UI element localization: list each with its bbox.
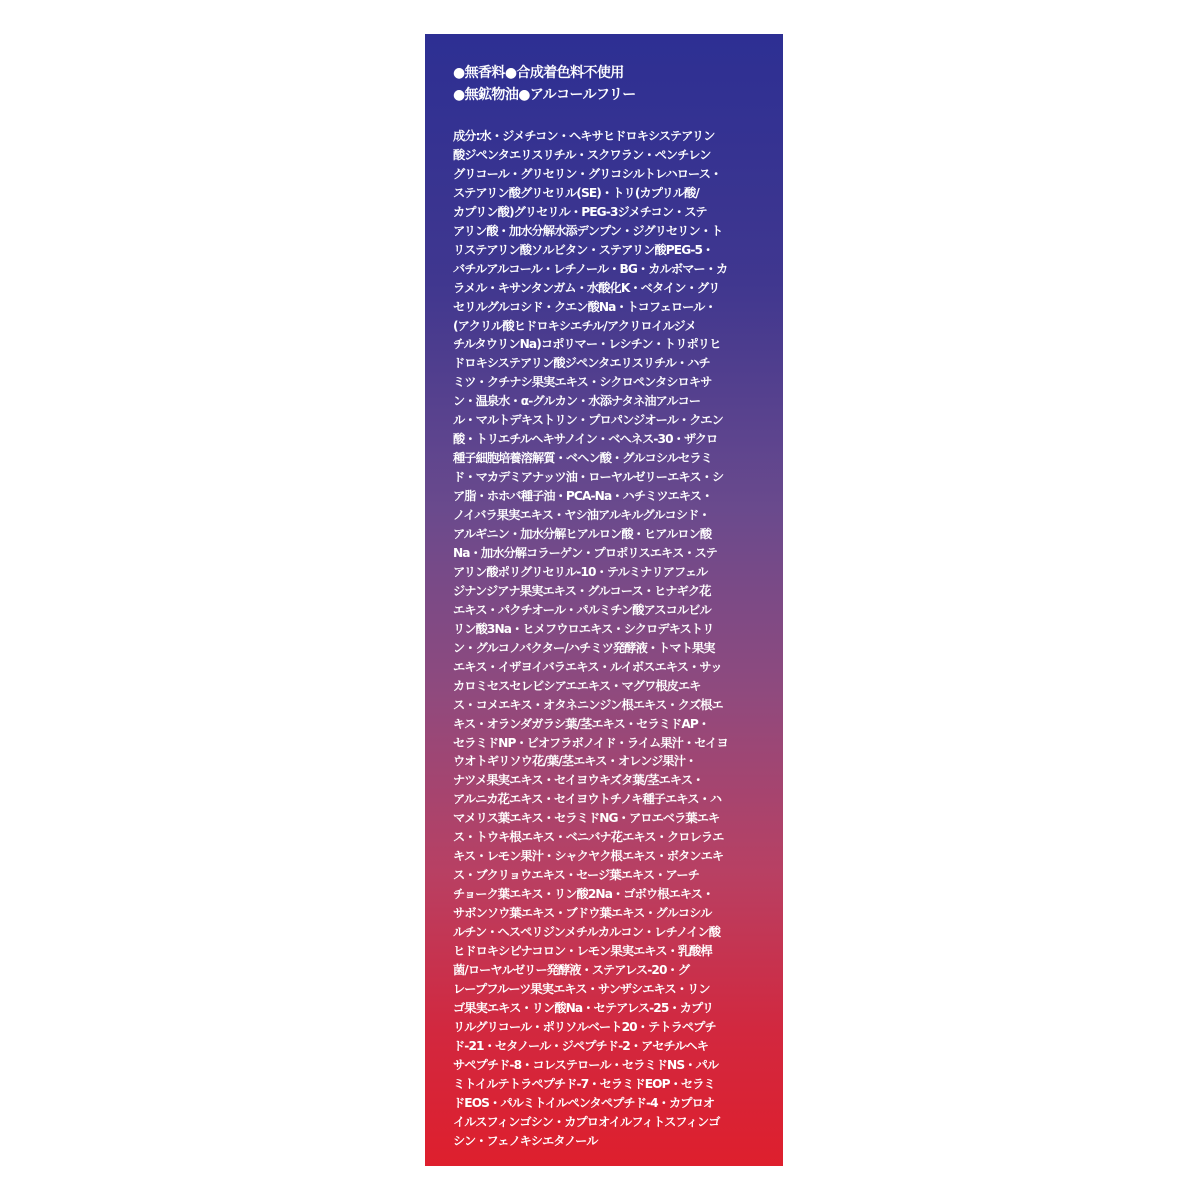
ingredients-line: リステアリン酸ソルビタン・ステアリン酸PEG-5・ xyxy=(453,242,714,257)
ingredients-line: (アクリル酸ヒドロキシエチル/アクリロイルジメ xyxy=(453,318,696,333)
ingredients-line: サボンソウ葉エキス・ブドウ葉エキス・グルコシル xyxy=(453,906,712,921)
features-block xyxy=(453,62,761,106)
ingredients-line: チョーク葉エキス・リン酸2Na・ゴボウ根エキス・ xyxy=(453,887,714,902)
ingredients-line: ヒドロキシピナコロン・レモン果実エキス・乳酸桿 xyxy=(453,943,712,958)
ingredients-line: バチルアルコール・レチノール・BG・カルボマー・カ xyxy=(453,261,728,276)
ingredients-line: マメリス葉エキス・セラミドNG・アロエベラ葉エキ xyxy=(453,811,720,826)
ingredients-line: ナツメ果実エキス・セイヨウキズタ葉/茎エキス・ xyxy=(453,773,704,788)
ingredients-list xyxy=(453,127,761,1150)
ingredients-line: Na・加水分解コラーゲン・プロポリスエキス・ステ xyxy=(453,545,717,560)
ingredients-line: レープフルーツ果実エキス・サンザシエキス・リン xyxy=(453,981,710,996)
ingredients-line: ン・温泉水・α-グルカン・水添ナタネ油アルコー xyxy=(453,394,701,409)
ingredients-line: 種子細胞培養溶解質・ベヘン酸・グルコシルセラミ xyxy=(453,451,712,466)
ingredients-line: ラメル・キサンタンガム・水酸化K・ベタイン・グリ xyxy=(453,280,720,295)
ingredients-line: エキス・イザヨイバラエキス・ルイボスエキス・サッ xyxy=(453,659,722,674)
ingredients-line: アリン酸ポリグリセリル-10・テルミナリアフェル xyxy=(453,564,708,579)
ingredients-line: 菌/ローヤルゼリー発酵液・ステアレス-20・グ xyxy=(453,962,690,977)
ingredients-line: 成分:水・ジメチコン・ヘキサヒドロキシステアリン xyxy=(453,129,715,143)
ingredients-line: ミツ・クチナシ果実エキス・シクロペンタシロキサ xyxy=(453,375,712,390)
ingredients-line: ドEOS・パルミトイルペンタペプチド-4・カプロオ xyxy=(453,1095,715,1110)
ingredients-line: ウオトギリソウ花/葉/茎エキス・オレンジ果汁・ xyxy=(453,754,697,769)
ingredients-line: ノイバラ果実エキス・ヤシ油アルキルグルコシド・ xyxy=(453,508,710,523)
ingredients-line: ス・ブクリョウエキス・セージ葉エキス・アーチ xyxy=(453,868,700,883)
ingredients-line: リン酸3Na・ヒメフウロエキス・シクロデキストリ xyxy=(453,621,714,636)
ingredients-line: 酸ジペンタエリスリチル・スクワラン・ペンチレン xyxy=(453,147,711,162)
ingredients-line: リルグリコール・ポリソルベート20・テトラペプチ xyxy=(453,1019,716,1034)
ingredients-line: セリルグルコシド・クエン酸Na・トコフェロール・ xyxy=(453,299,716,314)
ingredients-line: ン・グルコノバクター/ハチミツ発酵液・トマト果実 xyxy=(453,640,715,655)
ingredients-line: ゴ果実エキス・リン酸Na・セテアレス-25・カプリ xyxy=(453,1000,714,1015)
package-side-panel xyxy=(425,34,783,1166)
ingredients-line: シン・フェノキシエタノール xyxy=(453,1133,598,1148)
ingredients-line: エキス・パクチオール・パルミチン酸アスコルビル xyxy=(453,602,711,617)
feature-line: ●無鉱物油●アルコールフリー xyxy=(453,87,636,103)
ingredients-line: グリコール・グリセリン・グリコシルトレハロース・ xyxy=(453,166,722,181)
ingredients-line: 酸・トリエチルヘキサノイン・ベヘネス-30・ザクロ xyxy=(453,432,718,447)
ingredients-line: ミトイルテトラペプチド-7・セラミドEOP・セラミ xyxy=(453,1076,715,1091)
ingredients-line: ド-21・セタノール・ジペプチド-2・アセチルヘキ xyxy=(453,1038,709,1053)
ingredients-line: セラミドNP・ビオフラボノイド・ライム果汁・セイヨ xyxy=(453,735,728,750)
ingredients-line: ア脂・ホホバ種子油・PCA-Na・ハチミツエキス・ xyxy=(453,489,713,504)
ingredients-line: ステアリン酸グリセリル(SE)・トリ(カプリル酸/ xyxy=(453,185,699,200)
ingredients-line: イルスフィンゴシン・カプロオイルフィトスフィンゴ xyxy=(453,1114,720,1129)
ingredients-line: アルニカ花エキス・セイヨウトチノキ種子エキス・ハ xyxy=(453,792,722,807)
ingredients-line: ス・コメエキス・オタネニンジン根エキス・クズ根エ xyxy=(453,697,723,712)
ingredients-line: ス・トウキ根エキス・ベニバナ花エキス・クロレラエ xyxy=(453,830,724,845)
ingredients-line: ドロキシステアリン酸ジペンタエリスリチル・ハチ xyxy=(453,356,710,371)
ingredients-line: カプリン酸)グリセリル・PEG-3ジメチコン・ステ xyxy=(453,204,707,219)
ingredients-line: ド・マカデミアナッツ油・ローヤルゼリーエキス・シ xyxy=(453,470,724,485)
ingredients-line: アリン酸・加水分解水添デンプン・ジグリセリン・ト xyxy=(453,223,723,238)
ingredients-line: サペプチド-8・コレステロール・セラミドNS・パル xyxy=(453,1057,719,1072)
ingredients-line: アルギニン・加水分解ヒアルロン酸・ヒアルロン酸 xyxy=(453,527,712,542)
ingredients-line: キス・オランダガラシ葉/茎エキス・セラミドAP・ xyxy=(453,716,710,731)
ingredients-line: ジナンジアナ果実エキス・グルコース・ヒナギク花 xyxy=(453,583,711,598)
ingredients-line: ルチン・ヘスペリジンメチルカルコン・レチノイン酸 xyxy=(453,925,721,940)
ingredients-line: ル・マルトデキストリン・プロパンジオール・クエン xyxy=(453,413,723,428)
ingredients-line: キス・レモン果汁・シャクヤク根エキス・ボタンエキ xyxy=(453,849,724,864)
ingredients-line: カロミセスセレビシアエエキス・マグワ根皮エキ xyxy=(453,678,701,693)
feature-line: ●無香料●合成着色料不使用 xyxy=(453,65,624,81)
ingredients-line: チルタウリンNa)コポリマー・レシチン・トリポリヒ xyxy=(453,337,721,352)
